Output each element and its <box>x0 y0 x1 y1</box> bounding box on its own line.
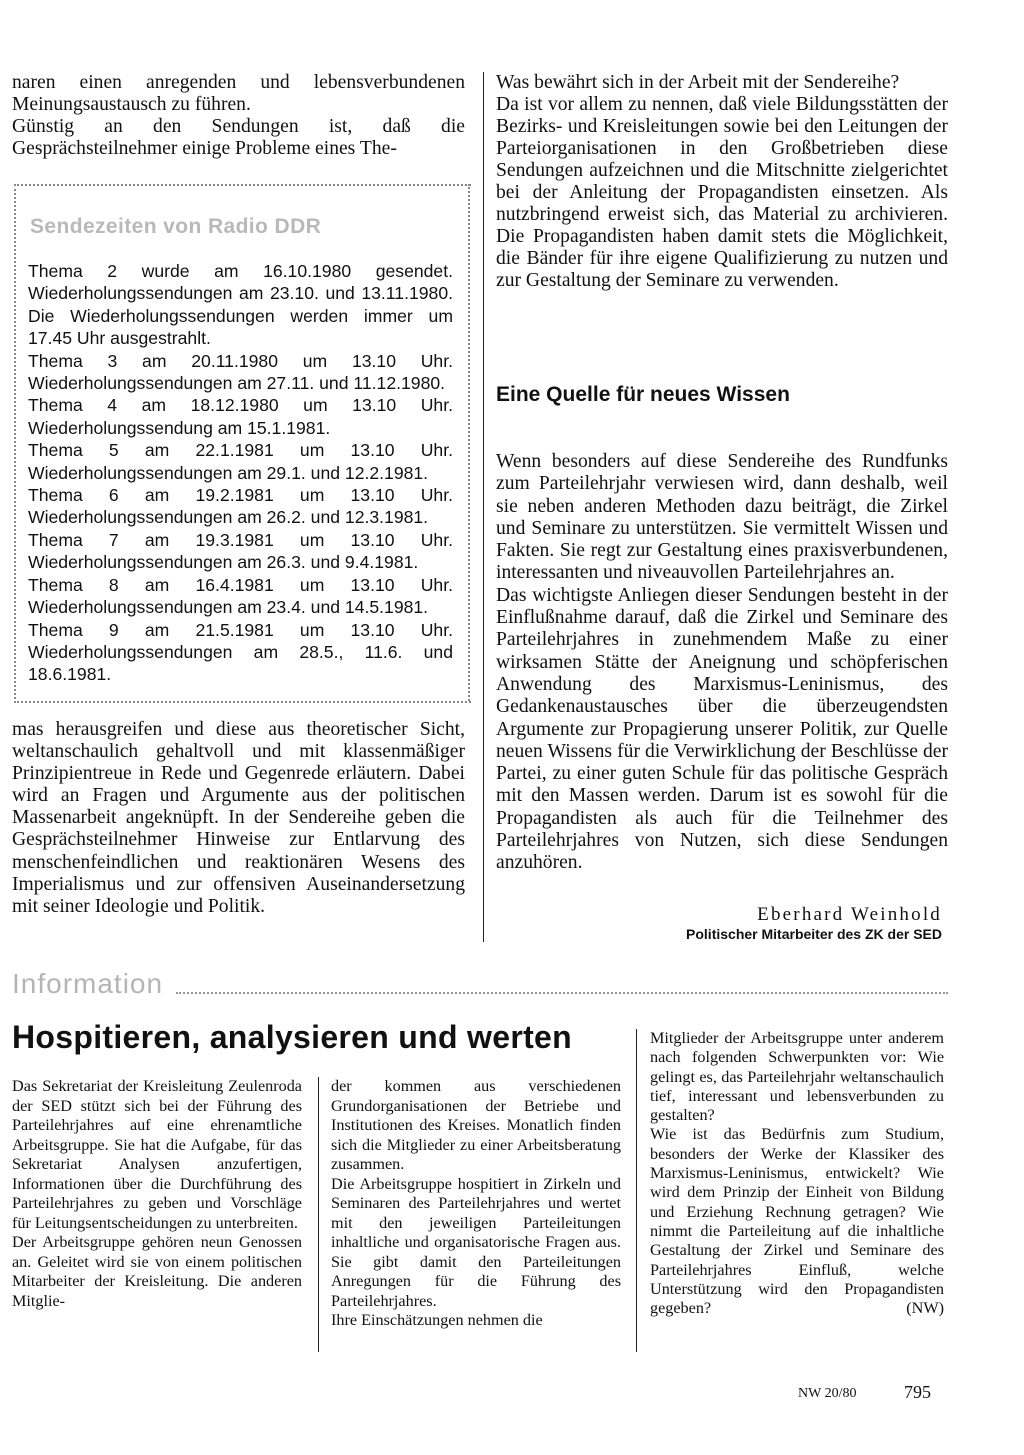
info-column-3 <box>650 1029 944 1318</box>
schedule-entry: Thema 4 am 18.12.1980 um 13.10 Uhr. Wiederholungssendung am 15.1.1981. <box>28 395 453 438</box>
schedule-entry: Thema 7 am 19.3.1981 um 13.10 Uhr. Wiederholungssendungen am 26.3. und 9.4.1981. <box>28 529 453 573</box>
page-number: 795 <box>904 1382 931 1402</box>
signature-initials: (NW) <box>906 1299 944 1318</box>
paragraph: Das Sekretariat der Kreisleitung Zeulenroda der SED stützt sich bei der Führung des Parteilehrjahres auf eine ehrenamtliche Arbeitsgruppe. Sie hat die Aufgabe, für das Sekretariat Analysen anzufertigen, Informationen über die Durchführung des Parteilehrjahres zu geben und Vorschläge für Leitungsentscheidungen zu unterbreiten. <box>12 1077 302 1232</box>
column-divider <box>636 1029 637 1352</box>
schedule-box-border <box>468 184 472 701</box>
schedule-title: Sendezeiten von Radio DDR <box>30 215 322 238</box>
info-column-1 <box>12 1077 302 1311</box>
author-name: Eberhard Weinhold <box>757 904 942 925</box>
paragraph: Die Arbeitsgruppe hospitiert in Zirkeln und Seminaren des Parteilehrjahres und wertet mit den jeweiligen Parteileitungen inhaltliche und organisatorische Fragen aus. Sie gibt damit den Parteileitungen Anregungen für die Führung des Parteilehrjahres. <box>331 1174 621 1310</box>
info-column-2 <box>331 1077 621 1331</box>
top-left-column <box>12 72 465 160</box>
schedule-entry: Thema 2 wurde am 16.10.1980 gesendet. Wiederholungssendungen am 23.10. und 13.11.1980. Die Wiederholungssendungen werden immer um 17.45 Uhr ausgestrahlt. <box>28 261 453 349</box>
section-subheading: Eine Quelle für neues Wissen <box>496 383 790 406</box>
paragraph: naren einen anregenden und lebensverbundenen Meinungsaustausch zu führen. <box>12 72 465 115</box>
section-label: Information <box>12 968 164 999</box>
section-rule <box>176 992 948 994</box>
paragraph: Günstig an den Sendungen ist, daß die Gesprächsteilnehmer einige Probleme eines The- <box>12 116 465 159</box>
article-headline: Hospitieren, analysieren und werten <box>12 1019 572 1055</box>
top-left-column-continued <box>12 719 465 918</box>
paragraph: Ihre Einschätzungen nehmen die <box>331 1311 543 1329</box>
paragraph: Wenn besonders auf diese Sendereihe des Rundfunks zum Parteilehrjahr verwiesen wird, dann deshalb, weil sie neben anderen Methoden dazu beiträgt, die Zirkel und Seminare zu unterstützen. Sie vermittelt Wissen und Fakten. Sie regt zur Gestaltung eines praxisverbundenen, interessanten und niveauvollen Parteilehrjahres an. <box>496 451 948 584</box>
paragraph: Der Arbeitsgruppe gehören neun Genossen an. Geleitet wird sie von einem politischen Mitarbeiter der Kreisleitung. Die anderen Mitglie- <box>12 1233 302 1310</box>
schedule-entry: Thema 9 am 21.5.1981 um 13.10 Uhr. Wiederholungssendungen am 28.5., 11.6. und 18.6.1981. <box>28 619 453 685</box>
schedule-entry: Thema 8 am 16.4.1981 um 13.10 Uhr. Wiederholungssendungen am 23.4. und 14.5.1981. <box>28 574 453 618</box>
column-divider <box>318 1077 319 1352</box>
issue-number: NW 20/80 <box>798 1386 857 1401</box>
column-divider <box>483 72 484 942</box>
paragraph: Das wichtigste Anliegen dieser Sendungen besteht in der Einflußnahme darauf, daß die Zirkel und Seminare des Parteilehrjahres in zunehmendem Maße zu einer wirksamen Stätte der Aneignung und schöpferischen Anwendung des Marxismus-Leninismus, des Gedankenaustausches über die überzeugendsten Argumente zur Propagierung unserer Politik, zur Quelle neuen Wissens für die Verwirklichung der Beschlüsse der Partei, zu einer guten Schule für das politische Gespräch mit den Massen werden. Darum ist es sowohl für die Propagandisten als auch für die Teilnehmer des Parteilehrjahres von Nutzen, sich diese Sendungen anzuhören. <box>496 584 948 874</box>
paragraph: mas herausgreifen und diese aus theoretischer Sicht, weltanschaulich gehaltvoll und mit klassenmäßiger Prinzipientreue in Rede und Gegenrede erläutern. Dabei wird an Fragen und Argumente aus der politischen Massenarbeit angeknüpft. In der Sendereihe geben die Gesprächsteilnehmer Hinweise zur Entlarvung des menschenfeindlichen und reaktionären Wesens des Imperialismus und zur offensiven Auseinandersetzung mit seiner Ideologie und Politik. <box>12 719 465 917</box>
schedule-entry: Thema 3 am 20.11.1980 um 13.10 Uhr. Wiederholungssendungen am 27.11. und 11.12.1980. <box>28 350 453 394</box>
paragraph-text: Wie ist das Bedürfnis zum Studium, besonders der Werke der Klassiker des Marxismus-Leninismus, entwickelt? Wie wird dem Prinzip der Einheit von Bildung und Erziehung Rechnung getragen? Wie nimmt die Parteileitung auf die inhaltliche Gestaltung der Zirkel und Seminare des Parteilehrjahres Einfluß, welche Unterstützung wird den Propagandisten gegeben? <box>650 1125 944 1318</box>
paragraph: Da ist vor allem zu nennen, daß viele Bildungsstätten der Bezirks- und Kreisleitungen sowie bei den Leitungen der Parteiorganisationen in den Großbetrieben diese Sendungen aufzeichnen und die Mitschnitte zielgerichtet bei der Anleitung der Propagandisten einsetzen. Als nutzbringend erweist sich, das Material zu archivieren. Die Propagandisten haben damit stets die Möglichkeit, die Bänder für ihre eigene Qualifizierung zu nutzen und zur Gestaltung der Seminare zu verwenden. <box>496 94 948 291</box>
schedule-entry: Thema 5 am 22.1.1981 um 13.10 Uhr. Wiederholungssendungen am 29.1. und 12.2.1981. <box>28 440 453 483</box>
paragraph: Was bewährt sich in der Arbeit mit der Sendereihe? <box>496 72 900 93</box>
top-right-column <box>496 72 948 292</box>
paragraph: Mitglieder der Arbeitsgruppe unter anderem nach folgenden Schwerpunkten vor: Wie gelingt es, das Parteilehrjahr weltanschaulich tief, interessant und lebensverbunden zu gestalten? <box>650 1029 944 1125</box>
paragraph <box>650 1125 944 1318</box>
schedule-list <box>28 260 453 686</box>
top-right-column-continued <box>496 451 948 875</box>
author-role: Politischer Mitarbeiter des ZK der SED <box>686 926 942 942</box>
schedule-entry: Thema 6 am 19.2.1981 um 13.10 Uhr. Wiederholungssendungen am 26.2. und 12.3.1981. <box>28 485 453 528</box>
paragraph: der kommen aus verschiedenen Grundorganisationen der Betriebe und Institutionen des Kreises. Monatlich finden sich die Mitglieder zu einer Arbeitsberatung zusammen. <box>331 1077 621 1173</box>
